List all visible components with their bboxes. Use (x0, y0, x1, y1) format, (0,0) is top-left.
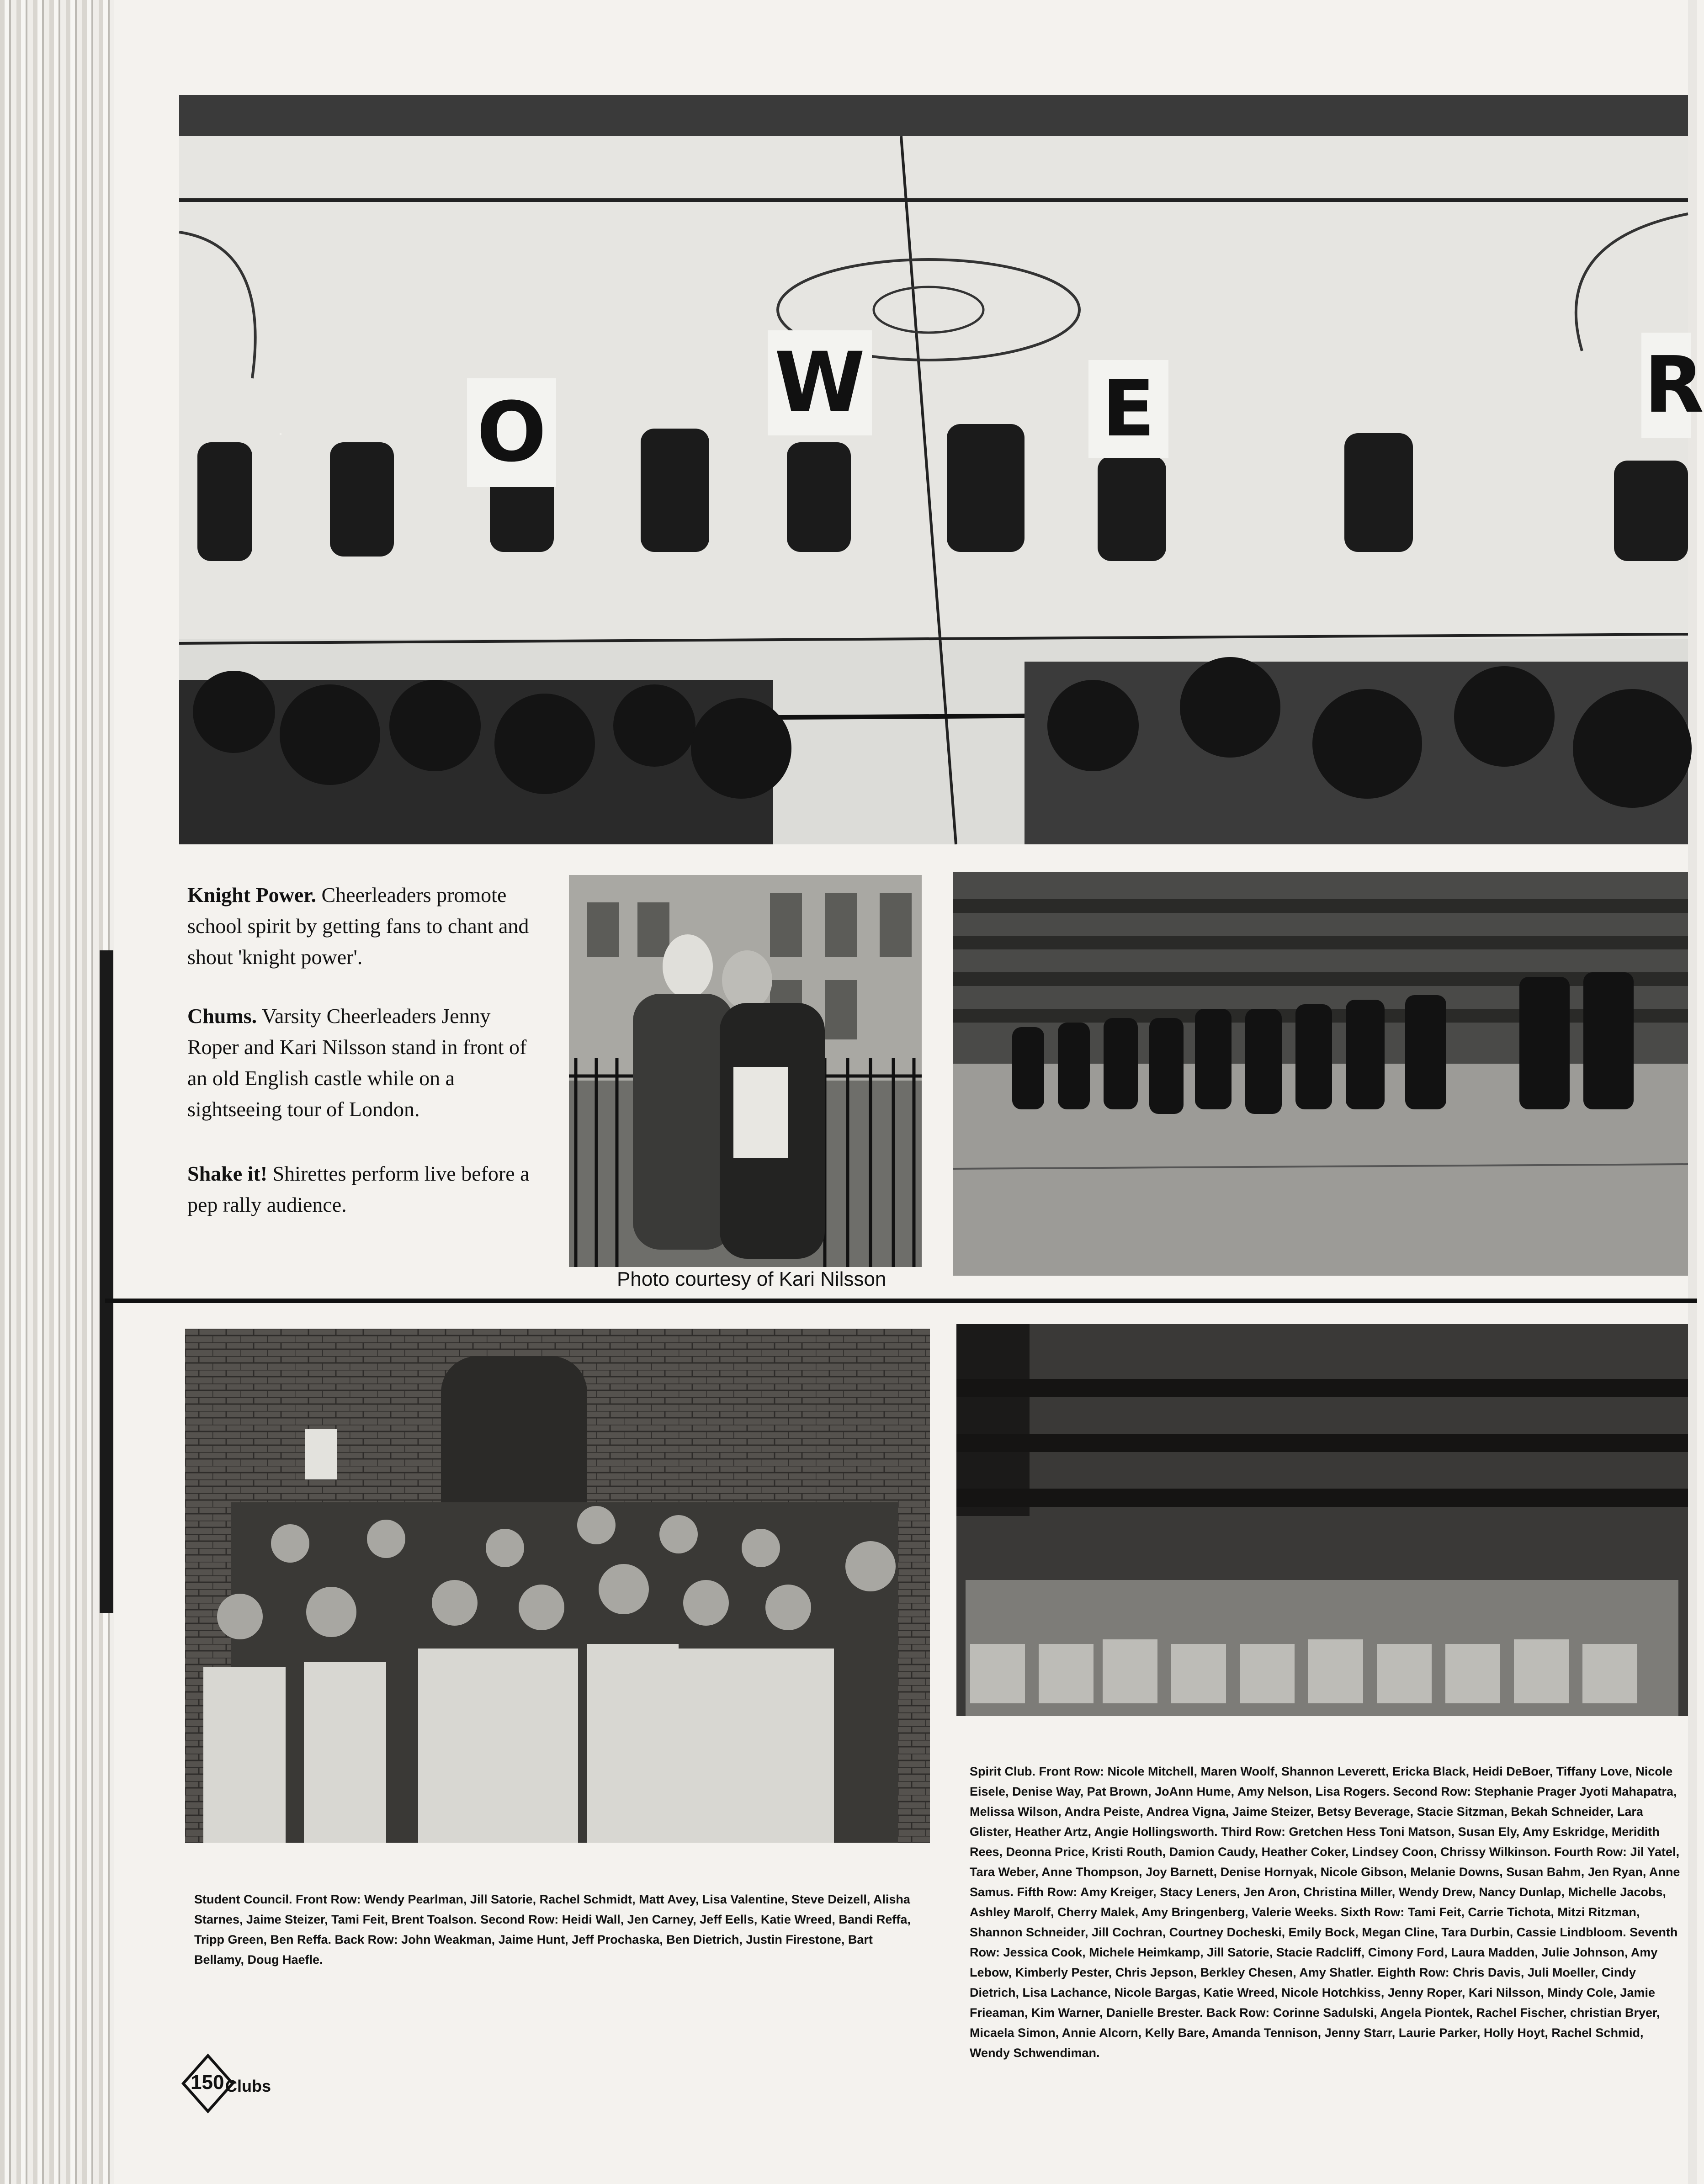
letter-card: R (1641, 333, 1691, 438)
photo-spirit-club (956, 1324, 1688, 1716)
section-divider (105, 1299, 1697, 1303)
photo-shake-it (953, 872, 1688, 1276)
caption-student-council: Student Council. Front Row: Wendy Pearlman, Jill Satorie, Rachel Schmidt, Matt Avey, Lisa Valentine, Steve Deizell, Alisha Starnes, Jaime Steizer, Tami Feit, Brent Toalson. Second Row: Heidi Wall, Jen Carney, Jeff Eells, Katie Wreed, Bandi Reffa, Tripp Green, Ben Reffa. Back Row: John Weakman, Jaime Hunt, Jeff Prochaska, Ben Dietrich, Justin Firestone, Bart Bellamy, Doug Haefle. (194, 1892, 911, 1967)
page-right-edge (1688, 0, 1697, 2184)
letter-card: E (1088, 360, 1168, 458)
caption-shake-it: Shake it! Shirettes perform live before a pep rally audience. (187, 1162, 530, 1216)
photo-student-council (185, 1329, 930, 1843)
book-binding (0, 0, 114, 2184)
letter-card: W (768, 330, 872, 435)
photo-chums (569, 875, 922, 1267)
section-label: Clubs (225, 2077, 271, 2095)
photo-credit: Photo courtesy of Kari Nilsson (617, 1268, 887, 1290)
letter-card: O (467, 378, 556, 487)
caption-knight-power: Knight Power. Cheerleaders promote school spirit by getting fans to chant and shout 'knight power'. (187, 883, 529, 969)
binding-shadow (100, 950, 113, 1613)
caption-chums: Chums. Varsity Cheerleaders Jenny Roper and Kari Nilsson stand in front of an old English castle while on a sightseeing tour of London. (187, 1004, 527, 1121)
caption-spirit-club: Spirit Club. Front Row: Nicole Mitchell, Maren Woolf, Shannon Leverett, Ericka Black, Heidi DeBoer, Tiffany Love, Nicole Eisele, Denise Way, Pat Brown, JoAnn Hume, Amy Nelson, Lisa Rogers. Second Row: Stephanie Prager Jyoti Mahapatra, Melissa Wilson, Andra Peiste, Andrea Vigna, Jaime Steizer, Betsy Beverage, Stacie Sitzman, Bekah Schneider, Lara Glister, Heather Artz, Angie Hollingsworth. Third Row: Gretchen Hess Toni Matson, Susan Ely, Amy Eskridge, Meridith Rees, Deonna Price, Kristi Routh, Damion Caudy, Heather Coker, Lindsey Coon, Chrissy Wilkinson. Fourth Row: Jil Yatel, Tara Weber, Anne Thompson, Joy Barnett, Denise Hornyak, Nicole Gibson, Melanie Downs, Susan Bahm, Jen Ryan, Anne Samus. Fifth Row: Amy Kreiger, Stacy Leners, Jen Aron, Christina Miller, Wendy Drew, Nancy Dunlap, Michelle Jacobs, Ashley Marolf, Cherry Malek, Amy Bringenberg, Valerie Weeks. Sixth Row: Tami Feit, Carrie Tichota, Mitzi Ritzman, Shannon Schneider, Jill Cochran, Courtney Docheski, Emily Bock, Megan Cline, Tara Durbin, Cassie Lindbloom. Seventh Row: Jessica Cook, Michele Heimkamp, Jill Satorie, Stacie Radcliff, Cimony Ford, Laura Madden, Julie Johnson, Amy Lebow, Kimberly Pester, Chris Jepson, Berkley Chesen, Amy Shatler. Eighth Row: Chris Davis, Juli Moeller, Cindy Dietrich, Lisa Lachance, Nicole Bargas, Katie Wreed, Nicole Hotchkiss, Jenny Roper, Kari Nilsson, Mindy Cole, Jamie Frieaman, Kim Warner, Danielle Brester. Back Row: Corinne Sadulski, Angela Piontek, Rachel Fischer, christian Bryer, Micaela Simon, Annie Alcorn, Kelly Bare, Amanda Tennison, Jenny Starr, Laurie Parker, Holly Hoyt, Rachel Schmid, Wendy Schwendiman. (970, 1765, 1680, 2060)
page-number: 150 (191, 2071, 224, 2094)
photo-knight-power (179, 95, 1704, 844)
